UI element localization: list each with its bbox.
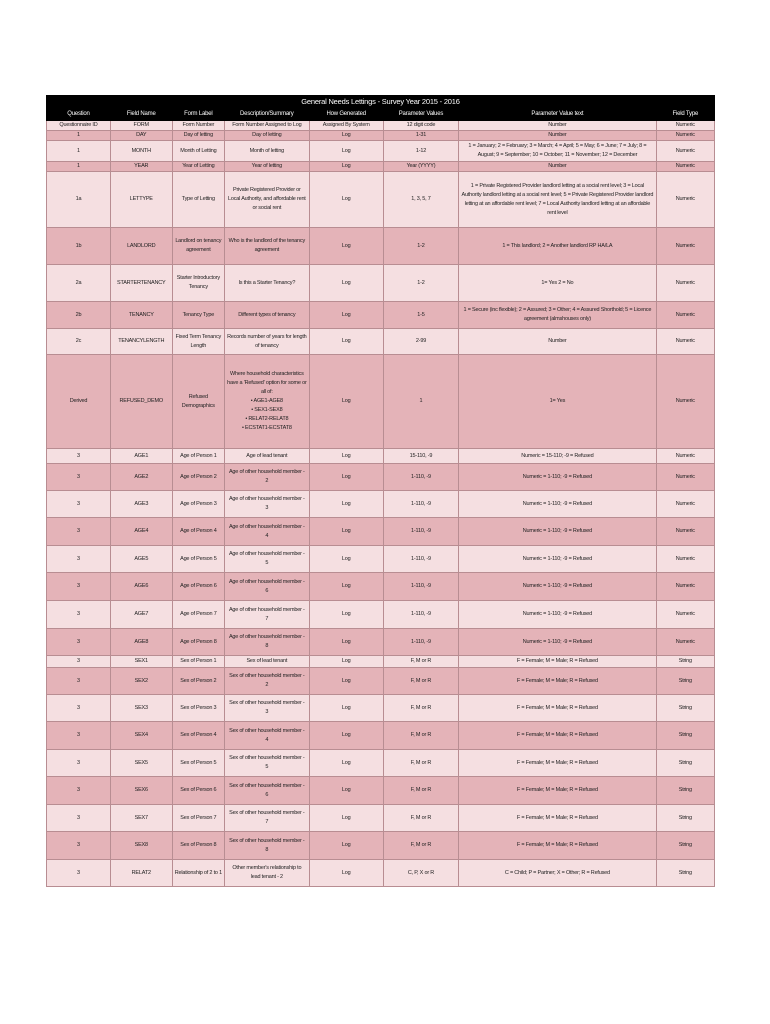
cell-field-type: Numeric (656, 329, 714, 355)
table-row (47, 228, 715, 265)
cell-form-label: Tenancy Type (172, 302, 225, 329)
cell-parameter-value-text: 1= Yes 2 = No (459, 265, 657, 302)
cell-how-generated: Log (309, 355, 383, 449)
table-row (47, 491, 715, 518)
cell-parameter-values: 12 digit code (383, 121, 458, 131)
cell-field-name: FORM (110, 121, 172, 131)
cell-how-generated: Log (309, 228, 383, 265)
cell-how-generated: Log (309, 265, 383, 302)
cell-field-type: String (656, 695, 714, 722)
cell-form-label: Age of Person 6 (172, 573, 225, 601)
cell-question: 3 (47, 656, 111, 668)
cell-question: 1a (47, 172, 111, 228)
table-row (47, 832, 715, 860)
cell-field-name: SEX1 (110, 656, 172, 668)
cell-question: Derived (47, 355, 111, 449)
cell-parameter-value-text: 1 = Secure (inc flexible); 2 = Assured; 3 = Other; 4 = Assured Shorthold; 5 = Licence agreement (almshouses only) (459, 302, 657, 329)
cell-question: 3 (47, 629, 111, 656)
cell-form-label: Age of Person 5 (172, 546, 225, 573)
cell-parameter-value-text: F = Female; M = Male; R = Refused (459, 656, 657, 668)
cell-parameter-value-text: F = Female; M = Male; R = Refused (459, 695, 657, 722)
header-description: Description/Summary (225, 110, 309, 121)
table-row (47, 265, 715, 302)
cell-form-label: Sex of Person 6 (172, 777, 225, 805)
cell-how-generated: Log (309, 656, 383, 668)
cell-field-type: String (656, 750, 714, 777)
cell-parameter-value-text: 1= Yes (459, 355, 657, 449)
cell-how-generated: Log (309, 629, 383, 656)
cell-form-label: Fixed Term Tenancy Length (172, 329, 225, 355)
cell-field-name: YEAR (110, 162, 172, 172)
cell-parameter-value-text: Numeric = 15-110; -9 = Refused (459, 449, 657, 464)
cell-field-type: Numeric (656, 601, 714, 629)
cell-parameter-values: 1-110, -9 (383, 546, 458, 573)
cell-field-name: SEX8 (110, 832, 172, 860)
cell-description: Is this a Starter Tenancy? (225, 265, 309, 302)
cell-description: Day of letting (225, 131, 309, 141)
table-row (47, 860, 715, 887)
cell-how-generated: Log (309, 329, 383, 355)
cell-parameter-value-text: Numeric = 1-110; -9 = Refused (459, 573, 657, 601)
table-row (47, 656, 715, 668)
cell-form-label: Refused Demographics (172, 355, 225, 449)
table-row (47, 355, 715, 449)
cell-field-name: SEX2 (110, 668, 172, 695)
cell-how-generated: Log (309, 805, 383, 832)
cell-form-label: Landlord on tenancy agreement (172, 228, 225, 265)
cell-form-label: Age of Person 4 (172, 518, 225, 546)
cell-how-generated: Log (309, 601, 383, 629)
cell-parameter-values: F, M or R (383, 750, 458, 777)
table-row (47, 750, 715, 777)
cell-field-name: SEX5 (110, 750, 172, 777)
cell-field-name: STARTERTENANCY (110, 265, 172, 302)
cell-question: 2c (47, 329, 111, 355)
cell-how-generated: Log (309, 302, 383, 329)
cell-parameter-values: 1-110, -9 (383, 573, 458, 601)
cell-how-generated: Log (309, 464, 383, 491)
cell-how-generated: Log (309, 750, 383, 777)
cell-parameter-values: 2-99 (383, 329, 458, 355)
cell-question: 1 (47, 141, 111, 162)
cell-question: 1 (47, 162, 111, 172)
cell-parameter-value-text: 1 = Private Registered Provider landlord letting at a social rent level; 3 = Local Authority landlord letting at a social rent level; 5 = Private Registered Provider landlord letting at an affordable rent level; 7 = Local Authority landlord letting at an affordable rent level (459, 172, 657, 228)
table-title: General Needs Lettings - Survey Year 2015 - 2016 (47, 96, 715, 110)
cell-how-generated: Log (309, 860, 383, 887)
cell-field-name: AGE2 (110, 464, 172, 491)
cell-how-generated: Log (309, 518, 383, 546)
cell-field-type: Numeric (656, 464, 714, 491)
table-row (47, 601, 715, 629)
cell-parameter-value-text: Number (459, 329, 657, 355)
cell-field-type: String (656, 656, 714, 668)
table-row (47, 805, 715, 832)
cell-form-label: Day of letting (172, 131, 225, 141)
cell-field-type: Numeric (656, 449, 714, 464)
cell-question: 3 (47, 573, 111, 601)
cell-form-label: Sex of Person 8 (172, 832, 225, 860)
header-parameter-value-text: Parameter Value text (459, 110, 657, 121)
cell-parameter-values: 1-5 (383, 302, 458, 329)
cell-form-label: Age of Person 7 (172, 601, 225, 629)
cell-how-generated: Log (309, 722, 383, 750)
cell-description: Who is the landlord of the tenancy agreement (225, 228, 309, 265)
cell-parameter-values: C, P, X or R (383, 860, 458, 887)
cell-parameter-values: 15-110, -9 (383, 449, 458, 464)
header-form-label: Form Label (172, 110, 225, 121)
table-row (47, 121, 715, 131)
cell-form-label: Sex of Person 1 (172, 656, 225, 668)
cell-question: 3 (47, 546, 111, 573)
cell-field-type: Numeric (656, 491, 714, 518)
table-row (47, 668, 715, 695)
table-row (47, 777, 715, 805)
cell-field-type: Numeric (656, 265, 714, 302)
cell-parameter-values: 1, 3, 5, 7 (383, 172, 458, 228)
cell-form-label: Form Number (172, 121, 225, 131)
cell-form-label: Age of Person 8 (172, 629, 225, 656)
cell-description: Year of letting (225, 162, 309, 172)
cell-field-name: DAY (110, 131, 172, 141)
cell-field-type: String (656, 860, 714, 887)
cell-field-type: Numeric (656, 302, 714, 329)
cell-question: 3 (47, 695, 111, 722)
cell-description: Age of other household member - 6 (225, 573, 309, 601)
cell-field-type: String (656, 832, 714, 860)
cell-how-generated: Log (309, 832, 383, 860)
cell-parameter-value-text: 1 = This landlord; 2 = Another landlord RP HA/LA (459, 228, 657, 265)
cell-parameter-values: 1-110, -9 (383, 629, 458, 656)
cell-parameter-value-text: Number (459, 121, 657, 131)
cell-field-name: SEX4 (110, 722, 172, 750)
cell-field-type: Numeric (656, 131, 714, 141)
cell-field-type: Numeric (656, 228, 714, 265)
cell-parameter-value-text: Numeric = 1-110; -9 = Refused (459, 546, 657, 573)
cell-parameter-values: F, M or R (383, 805, 458, 832)
cell-parameter-values: 1-12 (383, 141, 458, 162)
cell-question: 2a (47, 265, 111, 302)
cell-description: Different types of tenancy (225, 302, 309, 329)
cell-field-name: AGE1 (110, 449, 172, 464)
cell-question: 3 (47, 777, 111, 805)
header-question: Question (47, 110, 111, 121)
cell-field-name: REFUSED_DEMO (110, 355, 172, 449)
cell-form-label: Relationship of 2 to 1 (172, 860, 225, 887)
cell-description: Where household characteristics have a 'Refused' option for some or all of: • AGE1-AGE8 • SEX1-SEX8 • RELAT2-RELAT8 • ECSTAT1-ECSTAT8 (225, 355, 309, 449)
cell-description: Form Number Assigned to Log (225, 121, 309, 131)
table-row (47, 629, 715, 656)
cell-parameter-values: 1-110, -9 (383, 601, 458, 629)
table-row (47, 573, 715, 601)
header-parameter-values: Parameter Values (383, 110, 458, 121)
cell-parameter-value-text: 1 = January; 2 = February; 3 = March; 4 = April; 5 = May; 6 = June; 7 = July; 8 = August; 9 = September; 10 = October; 11 = November; 12 = December (459, 141, 657, 162)
cell-field-name: SEX6 (110, 777, 172, 805)
cell-field-name: LETTYPE (110, 172, 172, 228)
cell-description: Sex of other household member - 7 (225, 805, 309, 832)
cell-description: Private Registered Provider or Local Authority, and affordable rent or social rent (225, 172, 309, 228)
cell-field-type: Numeric (656, 355, 714, 449)
table-row (47, 329, 715, 355)
cell-parameter-value-text: F = Female; M = Male; R = Refused (459, 668, 657, 695)
cell-field-type: Numeric (656, 141, 714, 162)
cell-field-name: RELAT2 (110, 860, 172, 887)
table-row (47, 449, 715, 464)
cell-description: Age of other household member - 7 (225, 601, 309, 629)
cell-parameter-value-text: Numeric = 1-110; -9 = Refused (459, 491, 657, 518)
cell-description: Age of lead tenant (225, 449, 309, 464)
cell-form-label: Sex of Person 4 (172, 722, 225, 750)
table-row (47, 162, 715, 172)
cell-description: Other member's relationship to lead tenant - 2 (225, 860, 309, 887)
cell-question: 1b (47, 228, 111, 265)
cell-parameter-values: 1-110, -9 (383, 491, 458, 518)
cell-field-name: SEX3 (110, 695, 172, 722)
cell-parameter-value-text: Number (459, 162, 657, 172)
cell-parameter-values: 1-110, -9 (383, 518, 458, 546)
table-row (47, 464, 715, 491)
cell-question: 1 (47, 131, 111, 141)
lettings-table (46, 95, 715, 887)
cell-how-generated: Log (309, 162, 383, 172)
cell-parameter-values: F, M or R (383, 656, 458, 668)
cell-description: Age of other household member - 3 (225, 491, 309, 518)
cell-question: 3 (47, 668, 111, 695)
cell-how-generated: Log (309, 668, 383, 695)
cell-field-name: LANDLORD (110, 228, 172, 265)
cell-how-generated: Assigned By System (309, 121, 383, 131)
cell-parameter-value-text: F = Female; M = Male; R = Refused (459, 750, 657, 777)
cell-form-label: Year of Letting (172, 162, 225, 172)
table-row (47, 518, 715, 546)
cell-question: 3 (47, 832, 111, 860)
cell-parameter-value-text: F = Female; M = Male; R = Refused (459, 777, 657, 805)
cell-field-name: TENANCY (110, 302, 172, 329)
cell-parameter-value-text: Numeric = 1-110; -9 = Refused (459, 464, 657, 491)
cell-description: Records number of years for length of tenancy (225, 329, 309, 355)
cell-form-label: Month of Letting (172, 141, 225, 162)
cell-field-name: AGE6 (110, 573, 172, 601)
cell-field-name: AGE7 (110, 601, 172, 629)
cell-parameter-values: F, M or R (383, 695, 458, 722)
cell-parameter-value-text: Numeric = 1-110; -9 = Refused (459, 629, 657, 656)
cell-parameter-values: F, M or R (383, 777, 458, 805)
cell-description: Month of letting (225, 141, 309, 162)
cell-parameter-values: 1-2 (383, 265, 458, 302)
cell-question: 3 (47, 860, 111, 887)
cell-question: 3 (47, 491, 111, 518)
cell-field-name: TENANCYLENGTH (110, 329, 172, 355)
cell-description: Age of other household member - 8 (225, 629, 309, 656)
cell-how-generated: Log (309, 695, 383, 722)
cell-question: 2b (47, 302, 111, 329)
header-row (47, 110, 715, 121)
cell-field-type: Numeric (656, 172, 714, 228)
cell-question: 3 (47, 722, 111, 750)
cell-parameter-values: F, M or R (383, 832, 458, 860)
cell-description: Sex of other household member - 8 (225, 832, 309, 860)
table-row (47, 695, 715, 722)
cell-field-type: String (656, 722, 714, 750)
cell-description: Sex of other household member - 3 (225, 695, 309, 722)
cell-field-type: Numeric (656, 573, 714, 601)
cell-parameter-values: Year (YYYY) (383, 162, 458, 172)
cell-field-type: String (656, 805, 714, 832)
cell-how-generated: Log (309, 172, 383, 228)
cell-description: Age of other household member - 2 (225, 464, 309, 491)
cell-field-name: AGE4 (110, 518, 172, 546)
cell-parameter-value-text: F = Female; M = Male; R = Refused (459, 805, 657, 832)
cell-description: Sex of other household member - 5 (225, 750, 309, 777)
header-field-name: Field Name (110, 110, 172, 121)
cell-field-name: SEX7 (110, 805, 172, 832)
cell-field-type: Numeric (656, 162, 714, 172)
cell-how-generated: Log (309, 141, 383, 162)
cell-parameter-value-text: C = Child; P = Partner; X = Other; R = Refused (459, 860, 657, 887)
cell-parameter-values: F, M or R (383, 668, 458, 695)
table-row (47, 302, 715, 329)
cell-description: Sex of other household member - 6 (225, 777, 309, 805)
cell-field-name: AGE5 (110, 546, 172, 573)
cell-parameter-value-text: Numeric = 1-110; -9 = Refused (459, 601, 657, 629)
cell-how-generated: Log (309, 573, 383, 601)
cell-field-type: Numeric (656, 546, 714, 573)
cell-parameter-values: F, M or R (383, 722, 458, 750)
cell-parameter-values: 1 (383, 355, 458, 449)
cell-field-name: MONTH (110, 141, 172, 162)
table-row (47, 141, 715, 162)
cell-how-generated: Log (309, 777, 383, 805)
table-row (47, 546, 715, 573)
header-field-type: Field Type (656, 110, 714, 121)
cell-how-generated: Log (309, 449, 383, 464)
cell-question: 3 (47, 464, 111, 491)
cell-form-label: Sex of Person 7 (172, 805, 225, 832)
cell-form-label: Sex of Person 5 (172, 750, 225, 777)
cell-field-type: String (656, 777, 714, 805)
cell-field-type: Numeric (656, 629, 714, 656)
cell-form-label: Age of Person 3 (172, 491, 225, 518)
cell-description: Sex of lead tenant (225, 656, 309, 668)
cell-how-generated: Log (309, 131, 383, 141)
header-how-generated: How Generated (309, 110, 383, 121)
cell-description: Sex of other household member - 4 (225, 722, 309, 750)
cell-parameter-values: 1-31 (383, 131, 458, 141)
cell-form-label: Age of Person 1 (172, 449, 225, 464)
cell-description: Sex of other household member - 2 (225, 668, 309, 695)
table-row (47, 722, 715, 750)
cell-question: 3 (47, 750, 111, 777)
cell-how-generated: Log (309, 546, 383, 573)
table-row (47, 131, 715, 141)
cell-parameter-values: 1-110, -9 (383, 464, 458, 491)
cell-form-label: Type of Letting (172, 172, 225, 228)
cell-question: Questionnaire ID (47, 121, 111, 131)
cell-description: Age of other household member - 4 (225, 518, 309, 546)
cell-parameter-value-text: F = Female; M = Male; R = Refused (459, 832, 657, 860)
cell-form-label: Age of Person 2 (172, 464, 225, 491)
cell-parameter-value-text: Number (459, 131, 657, 141)
cell-form-label: Starter Introductory Tenancy (172, 265, 225, 302)
table-row (47, 172, 715, 228)
cell-description: Age of other household member - 5 (225, 546, 309, 573)
cell-question: 3 (47, 449, 111, 464)
cell-field-type: Numeric (656, 121, 714, 131)
cell-parameter-values: 1-2 (383, 228, 458, 265)
cell-field-name: AGE8 (110, 629, 172, 656)
cell-parameter-value-text: Numeric = 1-110; -9 = Refused (459, 518, 657, 546)
cell-how-generated: Log (309, 491, 383, 518)
cell-form-label: Sex of Person 3 (172, 695, 225, 722)
cell-field-name: AGE3 (110, 491, 172, 518)
cell-parameter-value-text: F = Female; M = Male; R = Refused (459, 722, 657, 750)
cell-question: 3 (47, 601, 111, 629)
cell-field-type: Numeric (656, 518, 714, 546)
cell-field-type: String (656, 668, 714, 695)
cell-form-label: Sex of Person 2 (172, 668, 225, 695)
cell-question: 3 (47, 518, 111, 546)
cell-question: 3 (47, 805, 111, 832)
